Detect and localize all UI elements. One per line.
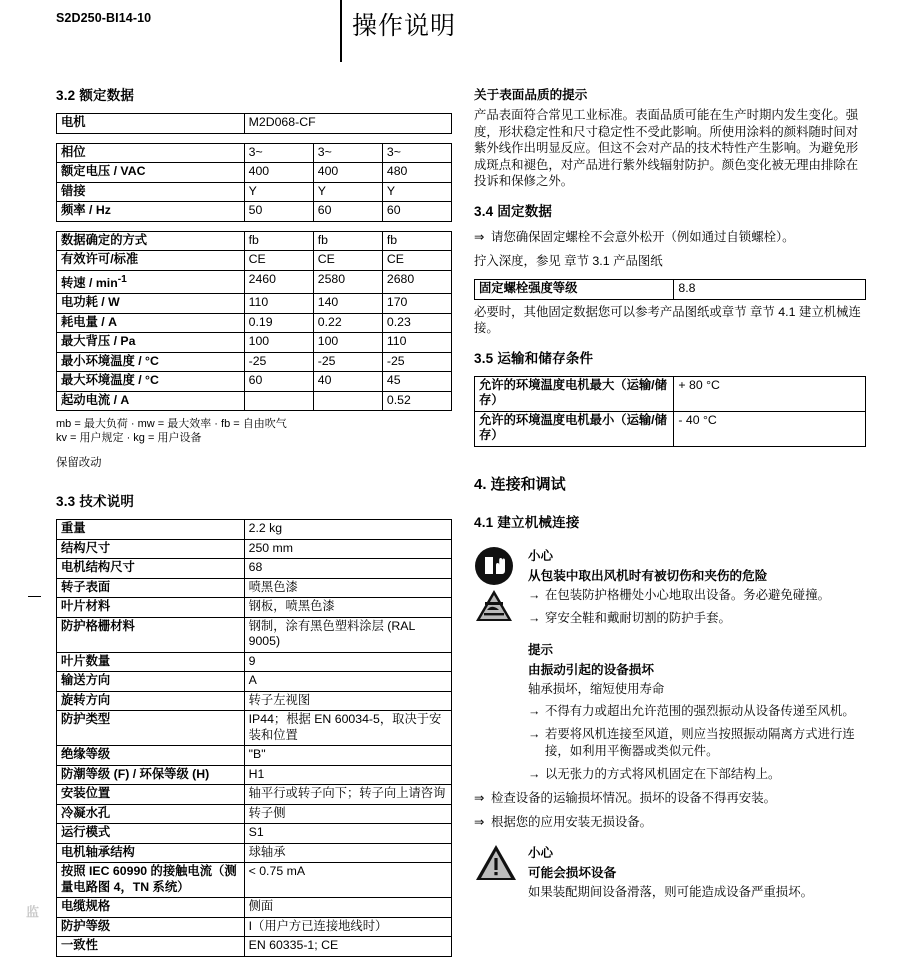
row-value: 0.52 [382, 391, 451, 411]
row-label: 电功耗 / W [57, 294, 245, 314]
caution-1-word: 小心 [528, 548, 554, 563]
row-value: 球轴承 [244, 843, 451, 863]
row-value: 钢板，喷黑色漆 [244, 598, 451, 618]
hand-crush-warning-icon [474, 588, 514, 624]
row-value: 转子侧 [244, 804, 451, 824]
screw-depth-note: 拧入深度，参见 章节 3.1 产品图纸 [474, 253, 663, 268]
notice-block-1 [528, 640, 866, 783]
bullet-item-text: 若要将风机连接至风道，则应当按照振动隔离方式进行连接，如利用平衡器或类似元件。 [545, 727, 855, 758]
bullet-item [528, 610, 866, 627]
margin-stamp: 监 [24, 905, 39, 916]
row-value: 3~ [382, 143, 451, 163]
row-value: 100 [313, 333, 382, 353]
caution-2-sub: 如果装配期间设备滑落，则可能造成设备严重损坏。 [528, 885, 813, 900]
table-row [475, 280, 866, 300]
reserved-changes-note: 保留改动 [56, 457, 102, 470]
surface-quality-body: 产品表面符合常见工业标准。表面品质可能在生产时期内发生变化。强度，形状稳定性和尺寸稳定性不受此影响。所使用涂料的颜料随时间对紫外线作出明显反应。但这不会对产品的技术特性产生影响。为避免形成斑点和褪色，对产品进行紫外线辐射防护。颜色变化被无理由排除在投诉和保修之外。 [474, 108, 859, 189]
row-value: 170 [382, 294, 451, 314]
fixing-after-note: 必要时，其他固定数据您可以参考产品图纸或章节 章节 4.1 建立机械连接。 [474, 304, 861, 336]
row-value: Y [382, 182, 451, 202]
caution-2-body [528, 843, 866, 901]
heading-section-3-4: 3.4 固定数据 [474, 203, 553, 219]
row-value: 侧面 [244, 898, 451, 918]
row-label: 叶片数量 [57, 652, 245, 672]
table-row [57, 270, 452, 294]
row-label: 输送方向 [57, 672, 245, 692]
row-label: 频率 / Hz [57, 202, 245, 222]
bullet-item [528, 703, 866, 720]
row-value: + 80 °C [674, 376, 866, 411]
arrow-double-icon: ⇒ [474, 229, 485, 244]
arrow-single-icon: → [528, 767, 541, 782]
table-row [57, 765, 452, 785]
row-value: 0.22 [313, 313, 382, 333]
row-value: fb [244, 231, 313, 251]
row-label: 转速 / $\min^{-1}$ [57, 270, 245, 294]
row-value: 0.23 [382, 313, 451, 333]
table-row [57, 352, 452, 372]
row-label: 转子表面 [57, 578, 245, 598]
bullet-item-text: 检查设备的运输损坏情况。损坏的设备不得再安装。 [491, 791, 776, 805]
table-row [57, 231, 452, 251]
row-value: 钢制，涂有黑色塑料涂层 (RAL 9005) [244, 617, 451, 652]
table-row [57, 917, 452, 937]
table-row [57, 937, 452, 957]
table-row [57, 163, 452, 183]
row-value: -25 [313, 352, 382, 372]
row-label-superscript: -1 [117, 273, 127, 285]
row-value: fb [313, 231, 382, 251]
row-value [244, 391, 313, 411]
row-value: 50 [244, 202, 313, 222]
row-label: 叶片材料 [57, 598, 245, 618]
bullet-item [528, 587, 866, 604]
table-row [57, 898, 452, 918]
row-value: CE [382, 251, 451, 271]
left-column [56, 84, 452, 957]
row-value: 0.19 [244, 313, 313, 333]
row-label: 防护格栅材料 [57, 617, 245, 652]
row-label: 按照 IEC 60990 的接触电流（测量电路图 4，TN 系统） [57, 863, 245, 898]
row-label: 起动电流 / A [57, 391, 245, 411]
row-value: EN 60335-1; CE [244, 937, 451, 957]
bullet-item-text: 穿安全鞋和戴耐切割的防护手套。 [545, 611, 731, 626]
row-label: 最大环境温度 / °C [57, 372, 245, 392]
table-row [57, 711, 452, 746]
table-row [57, 824, 452, 844]
caution-1-icons [474, 546, 520, 624]
row-value: IP44；根据 EN 60034-5，取决于安装和位置 [244, 711, 451, 746]
table-row [57, 202, 452, 222]
notice-1-headline: 由振动引起的设备损坏 [528, 663, 654, 678]
footnote-line-1: mb = 最大负荷 · mw = 最大效率 · fb = 自由吹气 [56, 418, 287, 431]
row-label: 重量 [57, 520, 245, 540]
document-code: S2D250-BI14-10 [56, 11, 152, 25]
abbreviation-footnote [56, 417, 452, 445]
right-column [474, 84, 866, 906]
table-row [57, 672, 452, 692]
row-value: I（用户方已连接地线时） [244, 917, 451, 937]
row-label: 数据确定的方式 [57, 231, 245, 251]
row-value: A [244, 672, 451, 692]
table-row [57, 617, 452, 652]
row-label: 防潮等级 (F) / 环保等级 (H) [57, 765, 245, 785]
fixing-arrow-note-text: 请您确保固定螺栓不会意外松开（例如通过自锁螺栓）。 [491, 229, 795, 244]
footnote-line-2: kv = 用户规定 · kg = 用户设备 [56, 432, 202, 445]
table-row [57, 114, 452, 134]
table-row [57, 333, 452, 353]
header-divider [340, 0, 342, 62]
table-row [57, 559, 452, 579]
row-label: 电缆规格 [57, 898, 245, 918]
caution-2-headline: 可能会损坏设备 [528, 866, 617, 881]
row-value: -25 [244, 352, 313, 372]
notice-1-sub: 轴承损坏，缩短使用寿命 [528, 682, 665, 697]
fixing-arrow-note [474, 229, 866, 246]
bullet-item-text: 不得有力或超出允许范围的强烈振动从设备传递至风机。 [545, 703, 855, 718]
notice-1-word: 提示 [528, 643, 554, 658]
row-value: 400 [244, 163, 313, 183]
technical-description-table [56, 519, 452, 957]
row-value: 100 [244, 333, 313, 353]
heading-section-3-2: 3.2 额定数据 [56, 88, 135, 103]
arrow-double-icon: ⇒ [474, 814, 485, 829]
arrow-single-icon: → [528, 611, 541, 626]
table-row [57, 182, 452, 202]
row-value: 轴平行或转子向下；转子向上请咨询 [244, 785, 451, 805]
table-row [57, 804, 452, 824]
row-value: 2580 [313, 270, 382, 294]
installation-checklist [474, 790, 866, 830]
caution-2-word: 小心 [528, 846, 554, 861]
table-row [475, 376, 866, 411]
row-value: 250 mm [244, 539, 451, 559]
row-value: 40 [313, 372, 382, 392]
row-value: 喷黑色漆 [244, 578, 451, 598]
row-value: 480 [382, 163, 451, 183]
row-value: 2.2 kg [244, 520, 451, 540]
heading-section-3-3: 3.3 技术说明 [56, 494, 135, 510]
table-row [57, 598, 452, 618]
row-label: 防护等级 [57, 917, 245, 937]
row-value: 400 [313, 163, 382, 183]
motor-value: M2D068-CF [244, 114, 451, 134]
table-row [57, 863, 452, 898]
caution-block-2 [474, 843, 866, 901]
row-label: 安装位置 [57, 785, 245, 805]
row-value: S1 [244, 824, 451, 844]
surface-quality-heading: 关于表面品质的提示 [474, 88, 588, 102]
row-value: 转子左视图 [244, 691, 451, 711]
row-label: 错接 [57, 182, 245, 202]
heading-section-3-5: 3.5 运输和储存条件 [474, 350, 594, 366]
row-value [313, 391, 382, 411]
row-value: - 40 °C [674, 411, 866, 446]
performance-data-table [56, 231, 452, 412]
row-value: 3~ [313, 143, 382, 163]
row-label: 结构尺寸 [57, 539, 245, 559]
transport-storage-table [474, 376, 866, 447]
page-title: 操作说明 [352, 12, 457, 40]
caution-2-icons [474, 843, 520, 883]
table-row [57, 652, 452, 672]
row-value: 2460 [244, 270, 313, 294]
row-value: CE [244, 251, 313, 271]
row-label: 冷凝水孔 [57, 804, 245, 824]
row-label: 一致性 [57, 937, 245, 957]
caution-1-headline: 从包装中取出风机时有被切伤和夹伤的危险 [528, 568, 768, 583]
row-value: Y [244, 182, 313, 202]
heading-section-4: 4. 连接和调试 [474, 475, 566, 493]
motor-label: 电机 [57, 114, 245, 134]
caution-block-1 [474, 546, 866, 627]
protective-gloves-icon [474, 546, 514, 586]
table-row [57, 746, 452, 766]
row-label: 电机轴承结构 [57, 843, 245, 863]
row-value: 9 [244, 652, 451, 672]
arrow-single-icon: → [528, 727, 541, 742]
row-value: 60 [313, 202, 382, 222]
fixing-screw-table [474, 279, 866, 300]
bullet-item [528, 766, 866, 783]
table-row [57, 391, 452, 411]
electrical-data-table [56, 143, 452, 222]
row-label: 旋转方向 [57, 691, 245, 711]
table-row [57, 143, 452, 163]
row-value: CE [313, 251, 382, 271]
bullet-item-text: 在包装防护格栅处小心地取出设备。务必避免碰撞。 [545, 587, 830, 602]
row-label: 最小环境温度 / °C [57, 352, 245, 372]
row-value: -25 [382, 352, 451, 372]
page-header [0, 0, 909, 72]
row-label: 最大背压 / Pa [57, 333, 245, 353]
table-row [57, 691, 452, 711]
row-label: 防护类型 [57, 711, 245, 746]
row-value: 110 [244, 294, 313, 314]
row-label: 电机结构尺寸 [57, 559, 245, 579]
row-value: H1 [244, 765, 451, 785]
row-value: 140 [313, 294, 382, 314]
row-value: 110 [382, 333, 451, 353]
row-value: 60 [244, 372, 313, 392]
table-row [475, 411, 866, 446]
row-label: 允许的环境温度电机最小（运输/储存） [475, 411, 674, 446]
row-label: 有效许可/标准 [57, 251, 245, 271]
row-value: < 0.75 mA [244, 863, 451, 898]
table-row [57, 372, 452, 392]
motor-table [56, 113, 452, 134]
table-row [57, 578, 452, 598]
row-label: 允许的环境温度电机最大（运输/储存） [475, 376, 674, 411]
row-value: 45 [382, 372, 451, 392]
bullet-item-text: 以无张力的方式将风机固定在下部结构上。 [545, 767, 781, 782]
heading-section-4-1: 4.1 建立机械连接 [474, 514, 580, 530]
margin-dash-mark [28, 596, 41, 597]
row-label: 绝缘等级 [57, 746, 245, 766]
table-row [57, 539, 452, 559]
screw-strength-value: 8.8 [674, 280, 866, 300]
table-row [57, 313, 452, 333]
row-value: 60 [382, 202, 451, 222]
row-label: 相位 [57, 143, 245, 163]
row-value: 3~ [244, 143, 313, 163]
bullet-item [528, 726, 866, 759]
table-row [57, 294, 452, 314]
row-value: 2680 [382, 270, 451, 294]
row-label: 耗电量 / A [57, 313, 245, 333]
row-value: fb [382, 231, 451, 251]
table-row [57, 785, 452, 805]
table-row [57, 520, 452, 540]
table-row [57, 251, 452, 271]
caution-1-body [528, 546, 866, 627]
bullet-item [474, 790, 866, 807]
row-value: "B" [244, 746, 451, 766]
table-row [57, 843, 452, 863]
screw-strength-label: 固定螺栓强度等级 [475, 280, 674, 300]
arrow-single-icon: → [528, 587, 541, 602]
general-warning-icon [474, 843, 518, 883]
row-label: 运行模式 [57, 824, 245, 844]
arrow-single-icon: → [528, 703, 541, 718]
bullet-item-text: 根据您的应用安装无损设备。 [491, 814, 653, 829]
row-value: 68 [244, 559, 451, 579]
bullet-item [474, 814, 866, 831]
row-value: Y [313, 182, 382, 202]
arrow-double-icon: ⇒ [474, 791, 485, 805]
row-label: 额定电压 / VAC [57, 163, 245, 183]
